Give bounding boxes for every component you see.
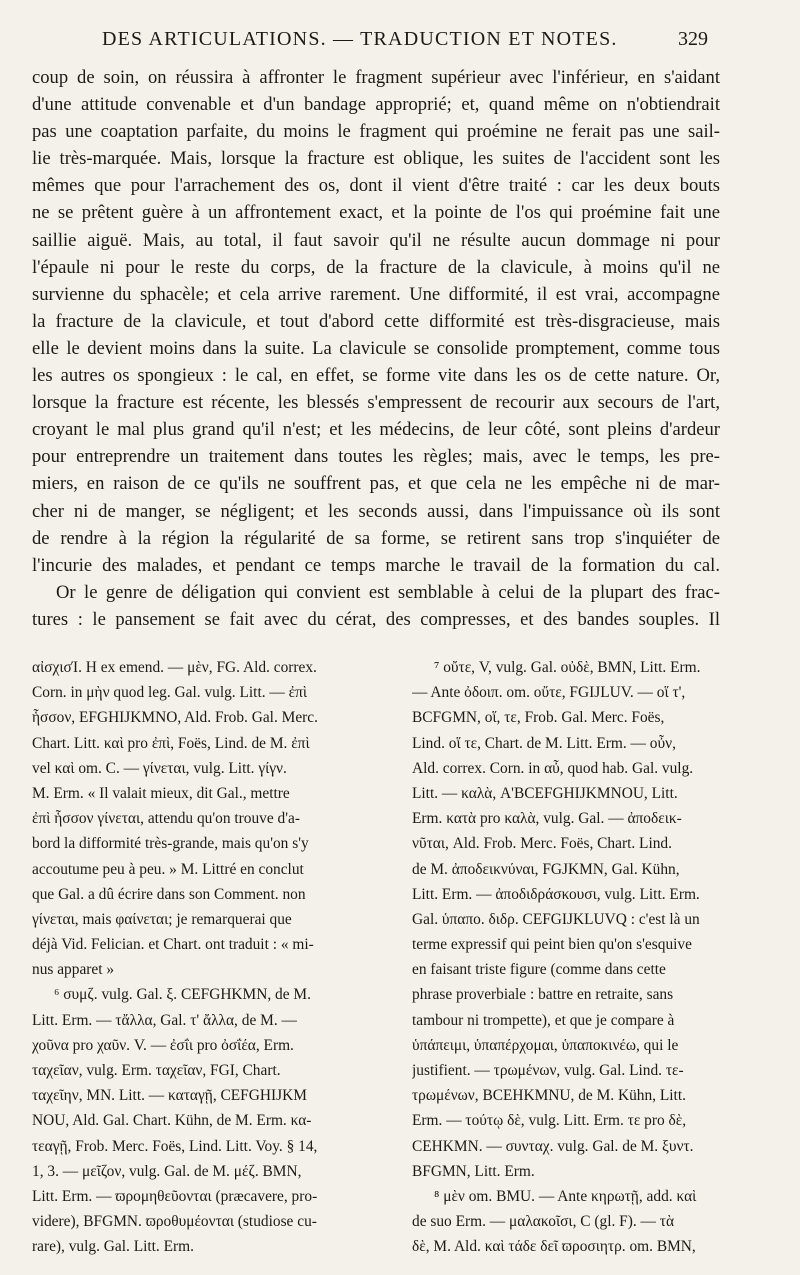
- text-line: pas une coaptation parfaite, du moins le fragment qui proémine ne ferait pas une sail-: [32, 121, 720, 143]
- footnote-line: BCFGMN, οἵ, τε, Frob. Gal. Merc. Foës,: [412, 709, 665, 727]
- text-line: ne se prêtent guère à un affrontement exact, et la pointe de l'os qui proémine fait une: [32, 202, 720, 224]
- footnote-line: ⁷ οὔτε, V, vulg. Gal. οὐδὲ, BMN, Litt. Erm.: [434, 659, 701, 676]
- text-line: de rendre à la région la régularité de sa forme, se retirent sans trop s'inquiéter de: [32, 527, 720, 549]
- footnote-line: nus apparet »: [32, 961, 115, 979]
- text-line: elle le devient moins dans la suite. La clavicule se consolide promptement, comme tous: [32, 337, 720, 359]
- footnote-line: ταχεῖαν, vulg. Erm. ταχεῖαν, FGI, Chart.: [32, 1062, 281, 1079]
- footnote-line: τεαγῇ, Frob. Merc. Foës, Lind. Litt. Voy. § 14,: [32, 1137, 318, 1155]
- footnote-line: ὑπάπειμι, ὑπαπέρχομαι, ὑπαποκινέω, qui le: [412, 1036, 679, 1054]
- footnotes-left-column: [32, 655, 374, 1260]
- footnote-line: de M. ἀποδεικνύναι, FGJKMN, Gal. Kühn,: [412, 860, 680, 878]
- footnote-line: ταχεῖην, MN. Litt. — καταγῇ, CEFGHIJKM: [32, 1087, 307, 1105]
- footnote-line: ἧσσον, EFGHIJKMNO, Ald. Frob. Gal. Merc.: [32, 709, 318, 727]
- footnote-line: Litt. Erm. — τἄλλα, Gal. τ' ἄλλα, de M. —: [32, 1011, 297, 1029]
- text-line: mêmes que pour l'arrachement des os, dont il vient d'être traité : car les deux bouts: [32, 175, 720, 197]
- main-text: [32, 64, 720, 633]
- footnote-line: Litt. Erm. — ἀποδιδράσκουσι, vulg. Litt. Erm.: [412, 885, 700, 903]
- footnote-line: Litt. — καλὰ, A'BCEFGHIJKMNOU, Litt.: [412, 784, 678, 802]
- text-line: tures : le pansement se fait avec du cérat, des compresses, et des bandes souples. Il: [32, 608, 720, 630]
- text-line: survienne du sphacèle; et cela arrive rarement. Une difformité, il est vrai, accompagne: [32, 283, 720, 305]
- footnote-line: ⁶ συμζ. vulg. Gal. ξ. CEFGHKMN, de M.: [54, 986, 311, 1004]
- text-line: pour entreprendre un traitement dans toutes les règles; mais, avec le temps, les pre-: [32, 446, 720, 468]
- footnote-line: Ald. correx. Corn. in αὖ, quod hab. Gal. vulg.: [412, 759, 694, 777]
- text-line: coup de soin, on réussira à affronter le fragment supérieur avec l'inférieur, en s'aidant: [32, 67, 720, 88]
- footnote-line: accoutume peu à peu. » M. Littré en conclut: [32, 860, 304, 878]
- footnote-line: M. Erm. « Il valait mieux, dit Gal., mettre: [32, 784, 290, 802]
- footnote-line: que Gal. a dû écrire dans son Comment. non: [32, 885, 306, 903]
- text-line: croyant le mal plus grand qu'il n'est; et les médecins, de leur côté, sont pleins d'ardeur: [32, 419, 720, 441]
- text-line: miers, en raison de ce qu'ils ne souffrent pas, et que cela ne les empêche ni de mar-: [32, 473, 720, 495]
- footnote-line: ⁸ μὲν om. BMU. — Ante κηρωτῇ, add. καὶ: [434, 1187, 697, 1205]
- text-line: la fracture de la clavicule, et tout d'abord cette difformité est très-disgracieuse, mais: [32, 310, 720, 332]
- footnote-line: νῦται, Ald. Frob. Merc. Foës, Chart. Lind.: [412, 835, 672, 853]
- footnote-line: justifient. — τρωμένων, vulg. Gal. Lind. τε-: [412, 1062, 684, 1079]
- footnote-line: γίνεται, mais φαίνεται; je remarquerai que: [32, 910, 292, 928]
- footnote-line: 1, 3. — μεῖζον, vulg. Gal. de M. μέζ. BMN,: [32, 1162, 302, 1180]
- footnote-line: en faisant triste figure (comme dans cette: [412, 961, 666, 979]
- text-line: l'épaule ni pour le reste du corps, de la fracture de la clavicule, à moins qu'il ne: [32, 256, 720, 278]
- text-line: Or le genre de déligation qui convient est semblable à celui de la plupart des frac-: [56, 581, 720, 603]
- footnote-line: τρωμένων, BCEHKMNU, de M. Kühn, Litt.: [412, 1087, 686, 1105]
- footnote-line: Lind. οἵ τε, Chart. de M. Litt. Erm. — οὖν,: [412, 734, 676, 752]
- footnote-line: videre), BFGMN. ϖροθυμέονται (studiose cu-: [32, 1213, 317, 1231]
- running-head: [0, 28, 800, 58]
- text-line: les autres os spongieux : le cal, en effet, se forme vite dans les os de cette nature. Or,: [32, 365, 720, 387]
- footnote-line: Litt. Erm. — ϖρομηθεῦονται (præcavere, pro-: [32, 1187, 318, 1205]
- footnote-line: BFGMN, Litt. Erm.: [412, 1162, 535, 1180]
- text-line: lie très-marquée. Mais, lorsque la fracture est oblique, les suites de l'accident sont les: [32, 148, 720, 170]
- text-line: lorsque la fracture est récente, les blessés s'empressent de recourir aux secours de l'art,: [32, 392, 720, 414]
- footnote-line: phrase proverbiale : battre en retraite, sans: [412, 986, 674, 1004]
- footnote-line: vel καὶ om. C. — γίνεται, vulg. Litt. γίγν.: [32, 759, 287, 777]
- text-line: cher ni de manger, se négligent; et les seconds aussi, dans l'impuissance où ils sont: [32, 500, 720, 522]
- text-line: d'une attitude convenable et d'un bandage approprié; et, quand même on n'obtiendrait: [32, 94, 720, 116]
- footnote-line: χοῦνα pro χαῦν. V. — ἐσΐι pro ὀσΐέα, Erm.: [32, 1036, 294, 1054]
- footnote-line: déjà Vid. Felician. et Chart. ont traduit : « mi-: [32, 936, 314, 954]
- footnote-line: de suo Erm. — μαλακοῖσι, C (gl. F). — τὰ: [412, 1213, 675, 1231]
- page-number: 329: [678, 28, 708, 50]
- text-line: saillie aiguë. Mais, au total, il faut savoir qu'il ne résulte aucun dommage ni pour: [32, 229, 720, 251]
- footnote-line: NOU, Ald. Gal. Chart. Kühn, de M. Erm. κα-: [32, 1112, 312, 1130]
- footnote-line: Erm. — τούτῳ δὲ, vulg. Litt. Erm. τε pro δὲ,: [412, 1112, 687, 1130]
- footnote-line: δὲ, M. Ald. καὶ τάδε δεῖ ϖροσιητρ. om. BMN,: [412, 1238, 696, 1256]
- footnote-line: tambour ni trompette), et que je compare à: [412, 1011, 675, 1029]
- text-line: l'incurie des malades, et pendant ce temps marche le travail de la formation du cal.: [32, 554, 720, 576]
- footnote-line: αἰσχισΊ. H ex emend. — μὲν, FG. Ald. correx.: [32, 659, 317, 676]
- footnotes-right-column: [412, 655, 754, 1260]
- footnote-line: rare), vulg. Gal. Litt. Erm.: [32, 1238, 194, 1256]
- footnote-line: Chart. Litt. καὶ pro ἐπὶ, Foës, Lind. de M. ἐπὶ: [32, 734, 310, 752]
- footnote-line: ἐπὶ ἧσσον γίνεται, attendu qu'on trouve d'a-: [32, 810, 300, 828]
- footnote-line: Erm. κατὰ pro καλὰ, vulg. Gal. — ἀποδεικ-: [412, 810, 682, 828]
- running-title: DES ARTICULATIONS. — TRADUCTION ET NOTES.: [102, 28, 618, 50]
- footnote-line: Corn. in μὴν quod leg. Gal. vulg. Litt. — ἐπὶ: [32, 684, 308, 702]
- footnote-line: bord la difformité très-grande, mais qu'on s'y: [32, 835, 309, 853]
- footnote-line: terme expressif qui peint bien qu'on s'esquive: [412, 936, 692, 954]
- footnote-line: Gal. ὑπαπο. διδρ. CEFGIJKLUVQ : c'est là un: [412, 910, 700, 928]
- footnote-line: CEHKMN. — συνταχ. vulg. Gal. de M. ξυντ.: [412, 1137, 694, 1155]
- footnote-line: — Ante ὀδοιπ. om. οὔτε, FGIJLUV. — οἵ τ',: [412, 684, 686, 702]
